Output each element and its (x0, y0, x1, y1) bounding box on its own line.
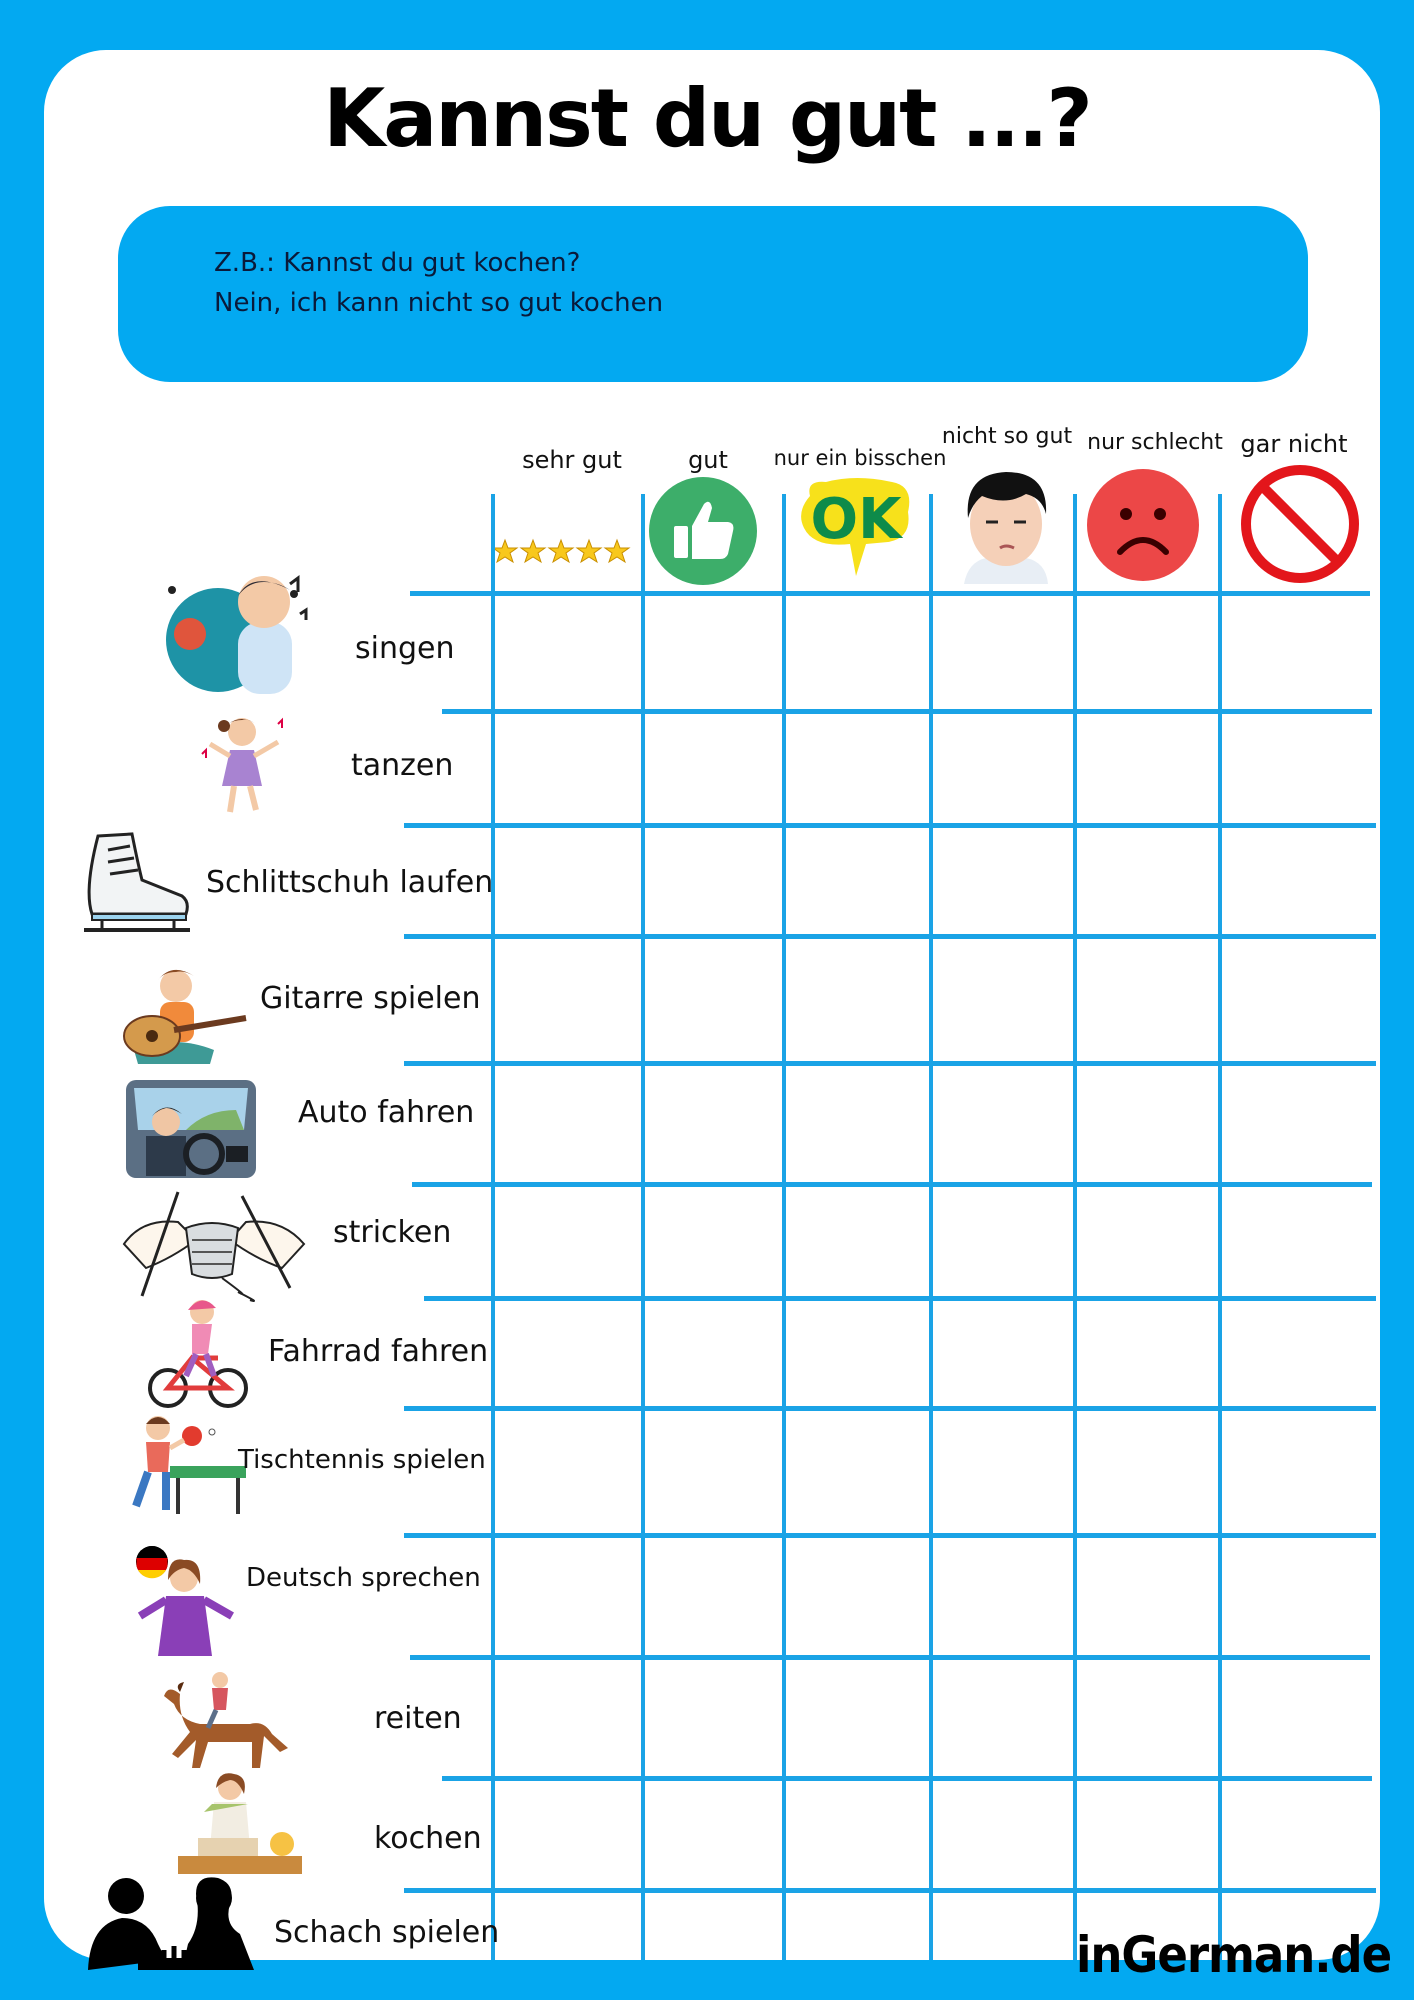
column-label-gut: gut (688, 446, 728, 474)
grid-hline (404, 1888, 1376, 1893)
activity-label: Gitarre spielen (260, 981, 481, 1016)
cooking-icon (178, 1772, 302, 1878)
grid-hline (404, 1061, 1376, 1066)
grid-hline (404, 823, 1376, 828)
table-tennis-icon (118, 1414, 248, 1518)
activity-label: Auto fahren (298, 1095, 475, 1130)
activity-label: tanzen (351, 748, 454, 783)
ice-skate-icon (78, 830, 194, 938)
sad-face-icon (1086, 468, 1200, 582)
column-label-nur-schlecht: nur schlecht (1087, 430, 1223, 455)
activity-label: Fahrrad fahren (268, 1334, 489, 1369)
german-speaker-icon (132, 1544, 242, 1658)
grid-hline (424, 1296, 1376, 1301)
activity-label: stricken (333, 1215, 452, 1250)
activity-label: singen (355, 631, 455, 666)
grid-hline (404, 1406, 1376, 1411)
activity-label: Tischtennis spielen (238, 1445, 486, 1475)
column-label-nicht-so-gut: nicht so gut (941, 424, 1073, 449)
activity-label: Schach spielen (274, 1915, 500, 1950)
activity-label: Schlittschuh laufen (206, 865, 494, 900)
thumbs-up-icon (648, 476, 758, 586)
column-label-sehr-gut: sehr gut (522, 446, 622, 474)
grid-hline (442, 709, 1372, 714)
grid-hline (410, 1655, 1370, 1660)
example-answer: Nein, ich kann nicht so gut kochen (214, 288, 664, 318)
grid-hline (410, 591, 1370, 596)
example-question: Z.B.: Kannst du gut kochen? (214, 248, 581, 278)
page-title: Kannst du gut ...? (323, 72, 1091, 165)
activity-label: Deutsch sprechen (246, 1563, 481, 1593)
column-label-gar-nicht: gar nicht (1240, 430, 1348, 458)
grid-hline (442, 1776, 1372, 1781)
activity-label: reiten (374, 1701, 462, 1736)
prohibited-icon (1238, 462, 1362, 586)
guitar-icon (114, 964, 250, 1066)
unsure-face-icon (956, 466, 1056, 584)
grid-hline (404, 934, 1376, 939)
knitting-icon (122, 1188, 306, 1304)
bicycle-icon (148, 1296, 248, 1410)
car-driving-icon (126, 1080, 256, 1178)
grid-hline (404, 1533, 1376, 1538)
horse-riding-icon (160, 1664, 296, 1772)
ok-bubble-icon (796, 476, 916, 580)
five-stars-icon (492, 538, 632, 568)
column-label-nur-ein-bisschen: nur ein bisschen (773, 446, 947, 470)
dancing-icon (198, 714, 288, 818)
ok-text: OK (810, 487, 902, 552)
grid-hline (412, 1182, 1372, 1187)
activity-label: kochen (374, 1821, 482, 1856)
chess-icon (78, 1874, 262, 1970)
singing-icon (160, 568, 320, 698)
brand-logo[interactable]: inGerman.de (1076, 1926, 1392, 1984)
example-box (118, 206, 1308, 382)
